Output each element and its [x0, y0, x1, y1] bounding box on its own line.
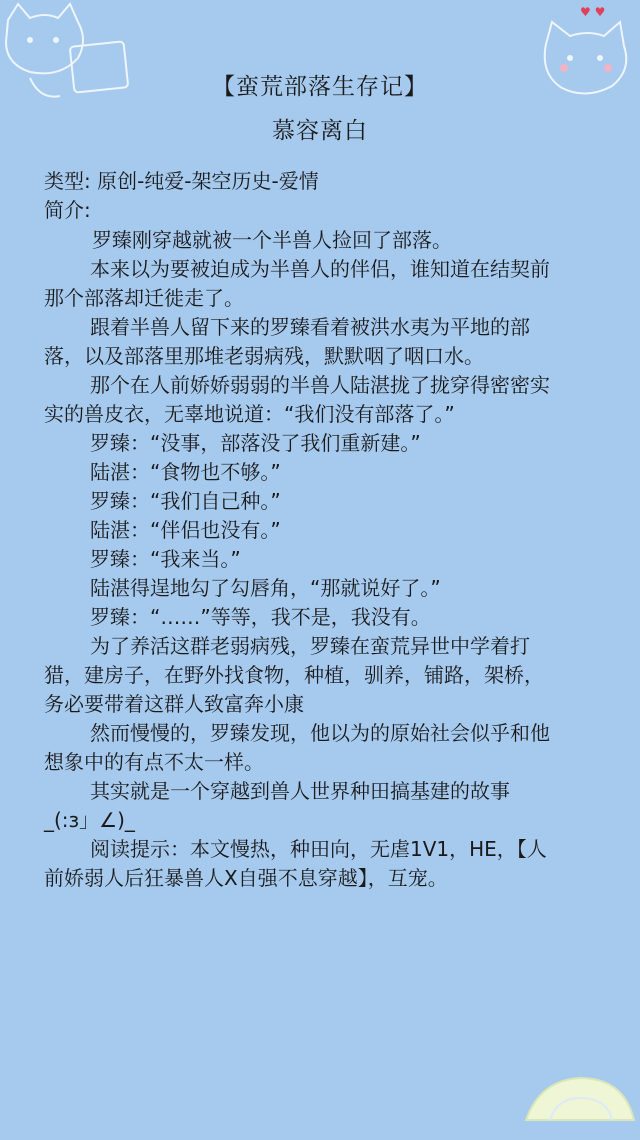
- paragraph-line: 那个部落却迁徙走了。: [44, 286, 244, 310]
- reading-tip-line: 前娇弱人后狂暴兽人X自强不息穿越】，互宠。: [44, 866, 448, 890]
- paragraph-line: 为了养活这群老弱病残，罗臻在蛮荒异世中学着打: [90, 634, 530, 658]
- reading-tip-line: 阅读提示：本文慢热，种田向，无虐1V1，HE，【人: [90, 837, 547, 861]
- dialogue-line: 陆湛：“伴侣也没有。”: [90, 518, 281, 542]
- dialogue-line: 陆湛：“食物也不够。”: [90, 460, 281, 484]
- paragraph-line: 务必要带着这群人致富奔小康: [44, 692, 304, 716]
- page-title: 【蛮荒部落生存记】: [212, 74, 428, 100]
- paragraph-line: 那个在人前娇娇弱弱的半兽人陆湛拢了拢穿得密密实: [90, 373, 550, 397]
- genre-line: 类型: 原创-纯爱-架空历史-爱情: [44, 169, 319, 193]
- emoticon-line: _(:з」∠)_: [44, 808, 135, 832]
- paragraph-line: 落，以及部落里那堆老弱病残，默默咽了咽口水。: [44, 344, 484, 368]
- paragraph-line: 然而慢慢的，罗臻发现，他以为的原始社会似乎和他: [90, 721, 550, 745]
- paragraph-line: 跟着半兽人留下来的罗臻看着被洪水夷为平地的部: [90, 315, 530, 339]
- paragraph-line: 其实就是一个穿越到兽人世界种田搞基建的故事: [90, 779, 510, 803]
- svg-text:♥ ♥: ♥ ♥: [580, 5, 606, 19]
- dialogue-line: 罗臻：“……”等等，我不是，我没有。: [90, 605, 431, 629]
- paragraph-line: 想象中的有点不太一样。: [44, 750, 264, 774]
- paragraph-line: 罗臻刚穿越就被一个半兽人捡回了部落。: [92, 228, 452, 252]
- intro-label: 简介:: [44, 198, 91, 222]
- dialogue-line: 罗臻：“没事，部落没了我们重新建。”: [90, 431, 421, 455]
- paragraph-line: 猎，建房子，在野外找食物，种植，驯养，铺路，架桥，: [44, 663, 544, 687]
- paragraph-line: 实的兽皮衣，无辜地说道：“我们没有部落了。”: [44, 402, 455, 426]
- author-name: 慕容离白: [272, 118, 368, 144]
- paragraph-line: 本来以为要被迫成为半兽人的伴侣，谁知道在结契前: [90, 257, 550, 281]
- dialogue-line: 罗臻：“我来当。”: [90, 547, 241, 571]
- dialogue-line: 陆湛得逞地勾了勾唇角，“那就说好了。”: [90, 576, 441, 600]
- dialogue-line: 罗臻：“我们自己种。”: [90, 489, 281, 513]
- sleeping-cat-doodle-icon: [520, 1050, 640, 1140]
